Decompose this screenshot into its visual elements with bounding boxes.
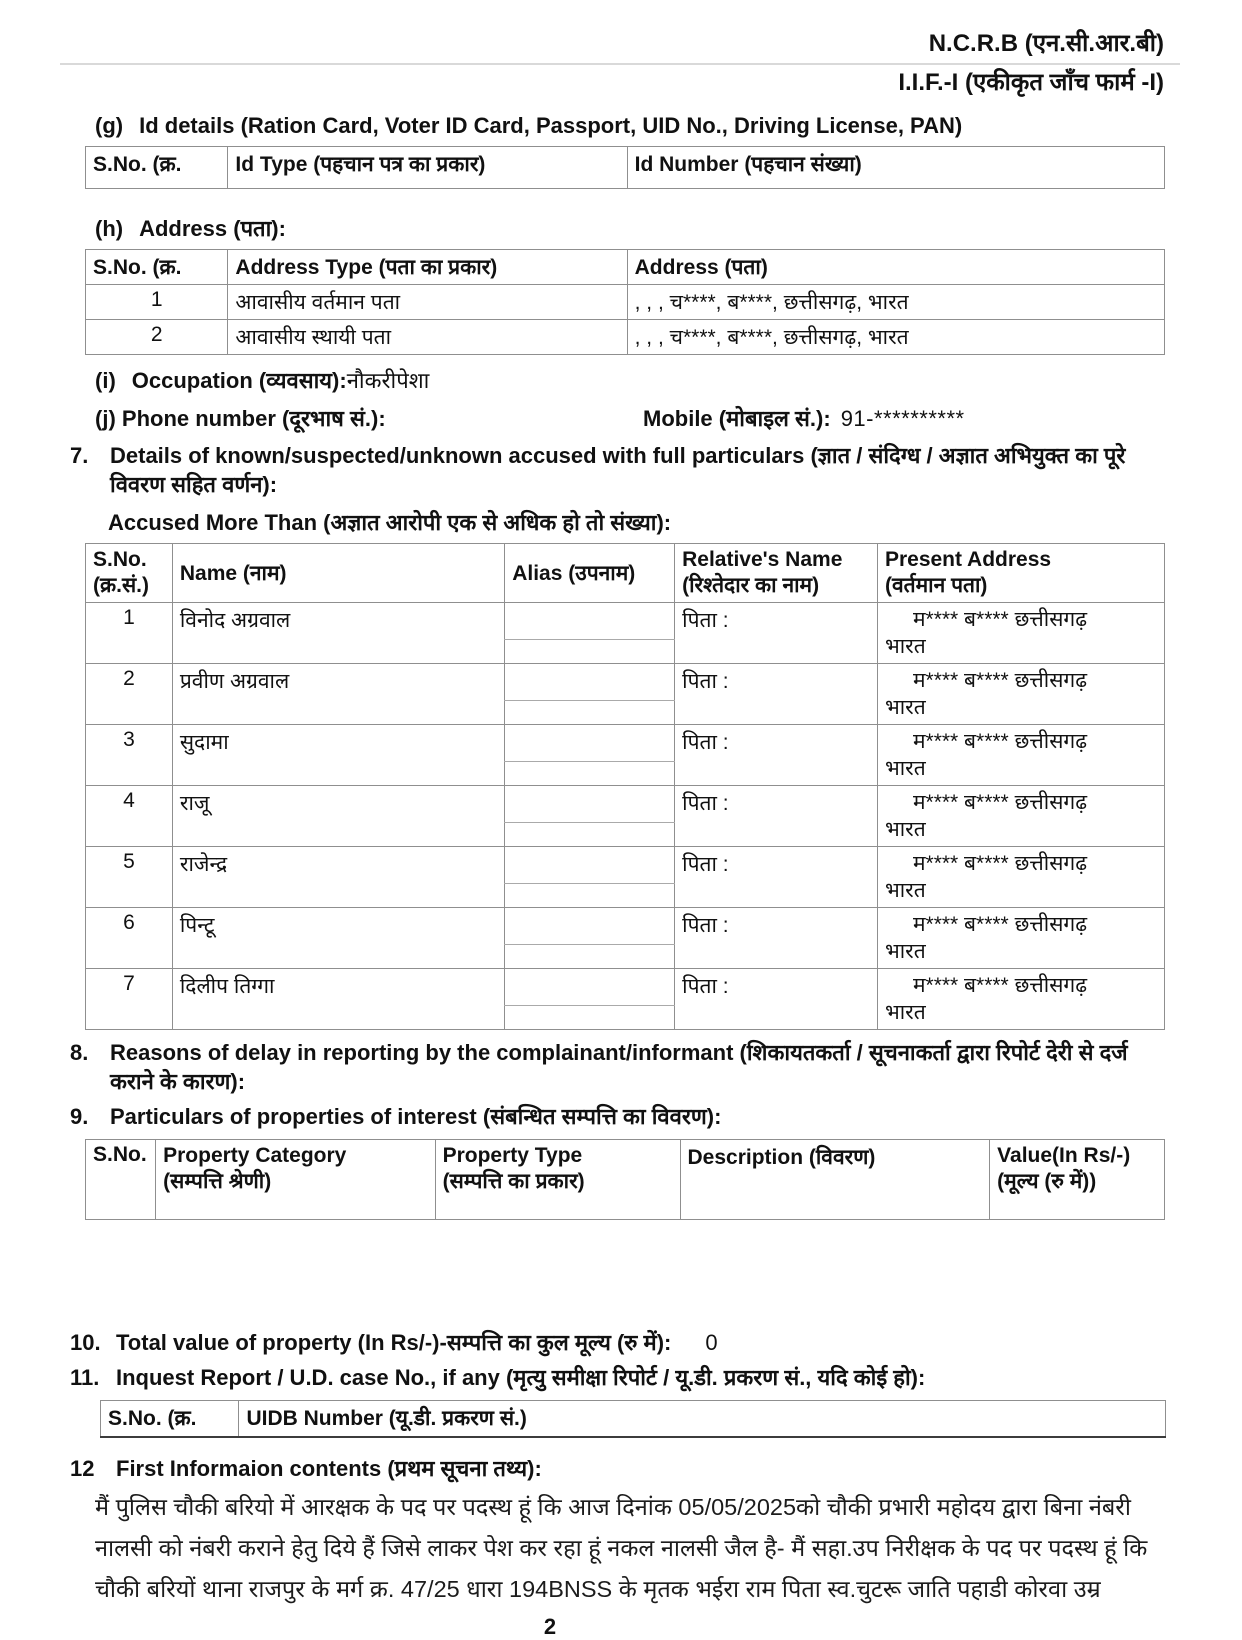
address-col-sno: S.No. (क्र. xyxy=(86,250,228,285)
accused-row-7-name: दिलीप तिग्गा xyxy=(172,969,504,1030)
phone-number-label: (j) Phone number (दूरभाष सं.): xyxy=(95,406,386,431)
section-i-label: (i) xyxy=(95,368,116,393)
property-col-type: Property Type (सम्पत्ति का प्रकार) xyxy=(435,1140,680,1220)
alias-subcell-divider xyxy=(504,639,675,640)
section-h-heading xyxy=(95,215,1242,243)
accused-row-5-relative: पिता : xyxy=(675,847,878,908)
accused-row-2 xyxy=(86,664,1165,725)
accused-more-than-label: Accused More Than (अज्ञात आरोपी एक से अधिक हो तो संख्या): xyxy=(108,510,672,535)
section-g-heading xyxy=(95,112,1242,140)
accused-row-7-relative: पिता : xyxy=(675,969,878,1030)
accused-row-7-address: म**** ब**** छत्तीसगढ़ भारत xyxy=(877,969,1164,1030)
accused-row-6-name: पिन्टू xyxy=(172,908,504,969)
section-7-title: Details of known/suspected/unknown accused with full particulars (ज्ञात / संदिग्ध / अज्ञात अभियुक्त का पूरे विवरण सहित वर्णन): xyxy=(110,443,1126,497)
accused-row-1-alias xyxy=(505,603,675,664)
section-8-title: Reasons of delay in reporting by the complainant/informant (शिकायतकर्ता / सूचनाकर्ता द्वारा रिपोर्ट देरी से दर्ज कराने के कारण): xyxy=(110,1040,1128,1094)
address-table-header-row xyxy=(86,250,1165,285)
occupation-value: नौकरीपेशा xyxy=(346,368,430,393)
section-8-number: 8. xyxy=(70,1040,89,1065)
property-table xyxy=(85,1139,1165,1220)
address-row-1-sno: 1 xyxy=(86,285,228,320)
accused-col-relative: Relative's Name (रिश्तेदार का नाम) xyxy=(675,544,878,603)
section-12-number: 12 xyxy=(70,1455,95,1481)
accused-table xyxy=(85,543,1165,1030)
property-col-category: Property Category (सम्पत्ति श्रेणी) xyxy=(156,1140,435,1220)
accused-row-7 xyxy=(86,969,1165,1030)
section-h-label: (h) xyxy=(95,216,124,241)
alias-subcell-divider xyxy=(504,761,675,762)
accused-row-4 xyxy=(86,786,1165,847)
section-9-number: 9. xyxy=(70,1104,89,1129)
section-9-title: Particulars of properties of interest (संबन्धित सम्पत्ति का विवरण): xyxy=(110,1104,722,1129)
id-col-type: Id Type (पहचान पत्र का प्रकार) xyxy=(228,147,627,189)
alias-subcell-divider xyxy=(504,944,675,945)
alias-subcell-divider xyxy=(504,822,675,823)
accused-row-3-name: सुदामा xyxy=(172,725,504,786)
accused-row-1-sno: 1 xyxy=(86,603,173,664)
accused-row-5-sno: 5 xyxy=(86,847,173,908)
accused-row-5-name: राजेन्द्र xyxy=(172,847,504,908)
accused-row-4-sno: 4 xyxy=(86,786,173,847)
property-table-header-row xyxy=(86,1140,1165,1220)
accused-row-6-sno: 6 xyxy=(86,908,173,969)
alias-subcell-divider xyxy=(504,1005,675,1006)
fir-line-2: नालसी को नंबरी कराने हेतु दिये हैं जिसे लाकर पेश कर रहा हूं नकल नालसी जैल है- मैं सहा.उप निरीक्षक के पद पर पदस्थ हूं कि xyxy=(95,1534,1148,1561)
section-11-title: Inquest Report / U.D. case No., if any (मृत्यु समीक्षा रिपोर्ट / यू.डी. प्रकरण सं., यदि कोई हो): xyxy=(116,1365,926,1390)
accused-row-4-relative: पिता : xyxy=(675,786,878,847)
section-i-title: Occupation (व्यवसाय): xyxy=(131,368,347,393)
accused-row-4-address: म**** ब**** छत्तीसगढ़ भारत xyxy=(877,786,1164,847)
section-10-title: Total value of property (In Rs/-)-सम्पत्ति का कुल मूल्य (रु में): xyxy=(116,1330,672,1355)
accused-row-2-alias xyxy=(505,664,675,725)
accused-row-2-address: म**** ब**** छत्तीसगढ़ भारत xyxy=(877,664,1164,725)
accused-row-3-sno: 3 xyxy=(86,725,173,786)
accused-table-header-row xyxy=(86,544,1165,603)
alias-subcell-divider xyxy=(504,883,675,884)
uidb-table xyxy=(100,1400,1166,1438)
section-7-number: 7. xyxy=(70,443,89,468)
address-table xyxy=(85,249,1165,355)
property-col-value: Value(In Rs/-) (मूल्य (रु में)) xyxy=(990,1140,1165,1220)
accused-row-7-sno: 7 xyxy=(86,969,173,1030)
accused-col-sno: S.No. (क्र.सं.) xyxy=(86,544,173,603)
section-11-number: 11. xyxy=(70,1365,100,1390)
section-10-number: 10. xyxy=(70,1330,101,1355)
accused-row-2-sno: 2 xyxy=(86,664,173,725)
section-8-heading xyxy=(70,1038,1175,1096)
accused-row-6-relative: पिता : xyxy=(675,908,878,969)
section-9-heading xyxy=(70,1102,1175,1131)
mobile-value: 91-********** xyxy=(840,406,965,431)
accused-row-5-address: म**** ब**** छत्तीसगढ़ भारत xyxy=(877,847,1164,908)
accused-row-6-alias xyxy=(505,908,675,969)
section-g-title: Id details (Ration Card, Voter ID Card, Passport, UID No., Driving License, PAN) xyxy=(139,113,963,138)
section-i-heading xyxy=(95,367,1242,395)
section-h-title: Address (पता): xyxy=(139,216,286,241)
accused-row-3-address: म**** ब**** छत्तीसगढ़ भारत xyxy=(877,725,1164,786)
property-col-sno: S.No. xyxy=(86,1140,156,1220)
accused-row-7-alias xyxy=(505,969,675,1030)
section-10-heading xyxy=(70,1328,1175,1357)
address-row-1 xyxy=(86,285,1165,320)
accused-row-6-address: म**** ब**** छत्तीसगढ़ भारत xyxy=(877,908,1164,969)
accused-row-6 xyxy=(86,908,1165,969)
id-table-header-row xyxy=(86,147,1165,189)
ncrb-title: N.C.R.B (एन.सी.आर.बी) xyxy=(928,30,1164,57)
section-12-title: First Informaion contents (प्रथम सूचना तथ्य): xyxy=(116,1455,542,1481)
first-information-contents xyxy=(95,1487,1160,1610)
accused-col-name: Name (नाम) xyxy=(172,544,504,603)
uidb-col-number: UIDB Number (यू.डी. प्रकरण सं.) xyxy=(239,1401,1166,1437)
accused-row-1-address: म**** ब**** छत्तीसगढ़ भारत xyxy=(877,603,1164,664)
id-col-sno: S.No. (क्र. xyxy=(86,147,228,189)
accused-row-3-alias xyxy=(505,725,675,786)
uidb-table-header-row xyxy=(101,1401,1166,1437)
section-11-heading xyxy=(70,1363,1175,1392)
section-10-line xyxy=(116,1328,1175,1357)
section-g-label: (g) xyxy=(95,113,124,138)
section-12-heading xyxy=(70,1454,1175,1483)
accused-row-3-relative: पिता : xyxy=(675,725,878,786)
accused-row-2-name: प्रवीण अग्रवाल xyxy=(172,664,504,725)
accused-row-2-relative: पिता : xyxy=(675,664,878,725)
accused-row-5 xyxy=(86,847,1165,908)
section-7-heading xyxy=(70,441,1175,499)
total-property-value: 0 xyxy=(705,1330,718,1355)
fir-line-1: मैं पुलिस चौकी बरियो में आरक्षक के पद पर पदस्थ हूं कि आज दिनांक 05/05/2025को चौकी प्रभारी महोदय द्वारा बिना नंबरी xyxy=(95,1493,1131,1520)
document-header xyxy=(0,0,1242,98)
uidb-col-sno: S.No. (क्र. xyxy=(101,1401,239,1437)
accused-row-1 xyxy=(86,603,1165,664)
id-col-number: Id Number (पहचान संख्या) xyxy=(627,147,1164,189)
iif-title: I.I.F.-I (एकीकृत जाँच फार्म -I) xyxy=(898,69,1164,96)
header-divider xyxy=(60,63,1180,65)
accused-row-5-alias xyxy=(505,847,675,908)
accused-row-1-name: विनोद अग्रवाल xyxy=(172,603,504,664)
address-row-2-type: आवासीय स्थायी पता xyxy=(228,320,627,355)
address-row-2 xyxy=(86,320,1165,355)
page-number: 2 xyxy=(543,1613,557,1639)
accused-row-4-alias xyxy=(505,786,675,847)
address-row-2-address: , , , च****, ब****, छत्तीसगढ़, भारत xyxy=(627,320,1164,355)
accused-col-alias: Alias (उपनाम) xyxy=(505,544,675,603)
address-row-2-sno: 2 xyxy=(86,320,228,355)
property-col-description: Description (विवरण) xyxy=(680,1140,990,1220)
address-row-1-type: आवासीय वर्तमान पता xyxy=(228,285,627,320)
accused-row-4-name: राजू xyxy=(172,786,504,847)
address-col-type: Address Type (पता का प्रकार) xyxy=(228,250,627,285)
alias-subcell-divider xyxy=(504,700,675,701)
mobile-label: Mobile (मोबाइल सं.): xyxy=(643,406,831,431)
fir-line-3: चौकी बरियों थाना राजपुर के मर्ग क्र. 47/25 धारा 194BNSS के मृतक भईरा राम पिता स्व.चुटरू जाति पहाडी कोरवा उम्र xyxy=(95,1575,1101,1602)
accused-row-1-relative: पिता : xyxy=(675,603,878,664)
accused-col-address: Present Address (वर्तमान पता) xyxy=(877,544,1164,603)
address-col-address: Address (पता) xyxy=(627,250,1164,285)
id-details-table xyxy=(85,146,1165,189)
accused-row-3 xyxy=(86,725,1165,786)
section-j-heading xyxy=(95,405,1242,433)
address-row-1-address: , , , च****, ब****, छत्तीसगढ़, भारत xyxy=(627,285,1164,320)
